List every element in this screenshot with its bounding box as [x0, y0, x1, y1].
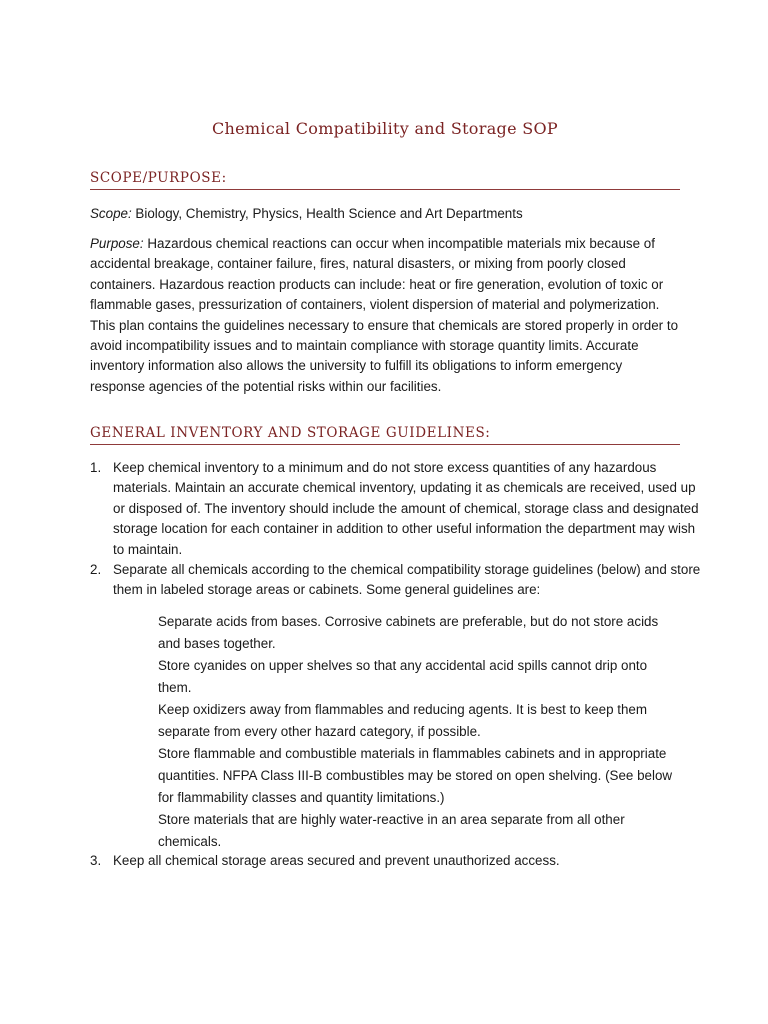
- scope-text: Biology, Chemistry, Physics, Health Science and Art Departments: [131, 206, 523, 221]
- sub-guideline-water-reactive: Store materials that are highly water-reactive in an area separate from all other chemicals.: [158, 812, 625, 849]
- purpose-label: Purpose:: [90, 236, 144, 251]
- list-item-text: Keep chemical inventory to a minimum and do not store excess quantities of any hazardous materials. Maintain an accurate chemical inventory, updating it as chemicals are received, used up or disposed of. The inventory should include the amount of chemical, storage class and designated storage location for each container in addition to other useful information the department may wish to maintain.: [113, 460, 699, 557]
- list-item-number: 3.: [90, 853, 102, 868]
- document-title: Chemical Compatibility and Storage SOP: [212, 119, 558, 138]
- list-item-text: Separate all chemicals according to the chemical compatibility storage guidelines (below) and store them in labeled storage areas or cabinets. Some general guidelines are:: [113, 562, 701, 598]
- list-item: [90, 560, 703, 601]
- general-guidelines-heading: GENERAL INVENTORY AND STORAGE GUIDELINES:: [90, 425, 680, 445]
- list-item-number: 1.: [90, 460, 102, 475]
- purpose-text: Hazardous chemical reactions can occur when incompatible materials mix because of accidental breakage, container failure, fires, natural disasters, or mixing from poorly closed containers. Hazardous reaction products can include: heat or fire generation, evolution of toxic or flammable gases, pressurization of containers, violent dispersion of material and polymerization. This plan contains the guidelines necessary to ensure that chemicals are stored properly in order to avoid incompatibility issues and to maintain compliance with storage quantity limits. Accurate inventory information also allows the university to fulfill its obligations to inform emergency response agencies of the potential risks within our facilities.: [90, 236, 679, 394]
- list-item-number: 2.: [90, 562, 102, 577]
- list-item: [90, 851, 703, 871]
- scope-label: Scope:: [90, 206, 132, 221]
- sub-guideline-cyanides: Store cyanides on upper shelves so that any accidental acid spills cannot drip onto them.: [158, 658, 648, 695]
- list-item: [90, 458, 703, 560]
- sub-guideline-acids-bases: Separate acids from bases. Corrosive cabinets are preferable, but do not store acids and bases together.: [158, 614, 659, 651]
- sub-guideline-flammables: Store flammable and combustible materials in flammables cabinets and in appropriate quantities. NFPA Class III-B combustibles may be stored on open shelving. (See below for flammability classes and quantity limitations.): [158, 746, 673, 805]
- purpose-paragraph: [90, 234, 680, 397]
- list-item-text: Keep all chemical storage areas secured and prevent unauthorized access.: [113, 853, 560, 868]
- scope-paragraph: [90, 204, 680, 224]
- storage-sub-guidelines: [158, 611, 678, 853]
- scope-purpose-heading: SCOPE/PURPOSE:: [90, 170, 680, 190]
- sub-guideline-oxidizers: Keep oxidizers away from flammables and reducing agents. It is best to keep them separate from every other hazard category, if possible.: [158, 702, 648, 739]
